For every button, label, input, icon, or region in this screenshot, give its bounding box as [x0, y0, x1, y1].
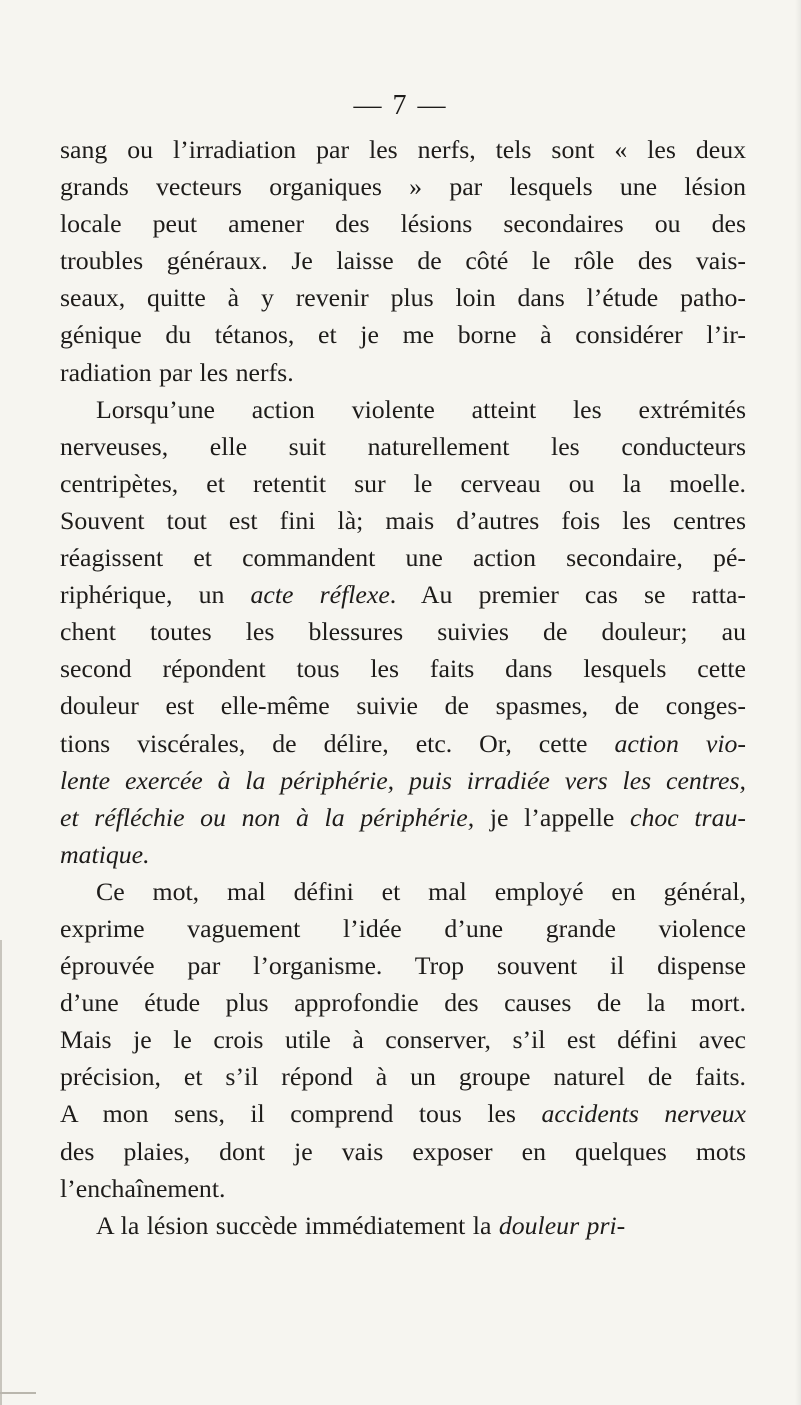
body-text — [60, 131, 746, 1244]
text-line — [60, 873, 746, 910]
italic-text-segment: acte réflexe — [250, 580, 390, 610]
text-segment: exprime vaguement l’idée d’une grande violence — [60, 913, 746, 943]
text-line — [60, 725, 746, 762]
text-segment: A la lésion succède immédiatement la — [96, 1210, 499, 1240]
text-line — [60, 354, 746, 391]
text-line — [60, 910, 746, 947]
italic-text-segment: action vio- — [614, 728, 746, 758]
text-line — [60, 947, 746, 984]
text-line — [60, 576, 746, 613]
italic-text-segment: lente exercée à la périphérie, puis irradiée vers les centres, — [60, 765, 746, 795]
text-segment: centripètes, et retentit sur le cerveau ou la moelle. — [60, 468, 746, 498]
text-line — [60, 428, 746, 465]
text-segment: éprouvée par l’organisme. Trop souvent il dispense — [60, 951, 746, 981]
text-segment: réagissent et commandent une action secondaire, pé- — [60, 543, 746, 573]
text-segment: sang ou l’irradiation par les nerfs, tels sont « les deux — [60, 135, 746, 164]
text-segment: seaux, quitte à y revenir plus loin dans l’étude patho- — [60, 283, 746, 313]
text-segment: précision, et s’il répond à un groupe naturel de faits. — [60, 1062, 746, 1092]
text-line — [60, 984, 746, 1021]
text-line — [60, 1021, 746, 1058]
text-segment: d’une étude plus approfondie des causes de la mort. — [60, 988, 746, 1018]
text-line — [60, 465, 746, 502]
italic-text-segment: douleur pri- — [498, 1210, 626, 1240]
text-line — [60, 762, 746, 799]
text-line — [60, 613, 746, 650]
page-edge-shadow — [795, 0, 801, 1405]
text-line — [60, 242, 746, 279]
binding-corner-line — [0, 1392, 36, 1394]
text-line — [60, 836, 746, 873]
text-segment: Souvent tout est fini là; mais d’autres fois les centres — [60, 505, 746, 535]
text-segment: . Au premier cas se ratta- — [389, 580, 747, 610]
text-line — [60, 1207, 746, 1244]
text-line — [60, 168, 746, 205]
italic-text-segment: choc trau- — [630, 802, 746, 832]
text-segment: grands vecteurs organiques » par lesquels une lésion — [60, 172, 746, 202]
binding-edge-line — [0, 940, 2, 1405]
text-line — [60, 131, 746, 168]
italic-text-segment: matique. — [60, 839, 150, 869]
text-line — [60, 1058, 746, 1095]
text-segment: l’enchaînement. — [60, 1173, 226, 1203]
text-segment: Lorsqu’une action violente atteint les extrémités — [96, 394, 746, 424]
text-segment: riphérique, un — [60, 580, 251, 610]
text-line — [60, 1095, 746, 1132]
text-segment: troubles généraux. Je laisse de côté le rôle des vais- — [60, 246, 746, 276]
text-segment: radiation par les nerfs. — [60, 357, 294, 387]
text-line — [60, 316, 746, 353]
text-line — [60, 502, 746, 539]
text-segment: Ce mot, mal défini et mal employé en général, — [96, 876, 746, 906]
text-line — [60, 205, 746, 242]
text-segment: je l’appelle — [474, 802, 631, 832]
text-segment: tions viscérales, de délire, etc. Or, cette — [60, 728, 615, 758]
text-line — [60, 391, 746, 428]
text-line — [60, 799, 746, 836]
text-line — [60, 1170, 746, 1207]
text-line — [60, 539, 746, 576]
text-segment: des plaies, dont je vais exposer en quelques mots — [60, 1136, 746, 1166]
text-line — [60, 279, 746, 316]
text-segment: Mais je le crois utile à conserver, s’il est défini avec — [60, 1025, 746, 1055]
text-line — [60, 1133, 746, 1170]
text-line — [60, 650, 746, 687]
text-segment: chent toutes les blessures suivies de douleur; au — [60, 617, 746, 647]
text-segment: second répondent tous les faits dans lesquels cette — [60, 654, 746, 684]
text-segment: douleur est elle-même suivie de spasmes, de conges- — [60, 691, 746, 721]
text-line — [60, 687, 746, 724]
italic-text-segment: accidents nerveux — [541, 1099, 746, 1129]
italic-text-segment: et réfléchie ou non à la périphérie, — [60, 802, 475, 832]
text-segment: locale peut amener des lésions secondaires ou des — [60, 209, 746, 239]
text-segment: génique du tétanos, et je me borne à considérer l’ir- — [60, 320, 746, 350]
text-segment: nerveuses, elle suit naturellement les conducteurs — [60, 431, 746, 461]
page-number: — 7 — — [353, 90, 448, 121]
text-segment: A mon sens, il comprend tous les — [60, 1099, 542, 1129]
